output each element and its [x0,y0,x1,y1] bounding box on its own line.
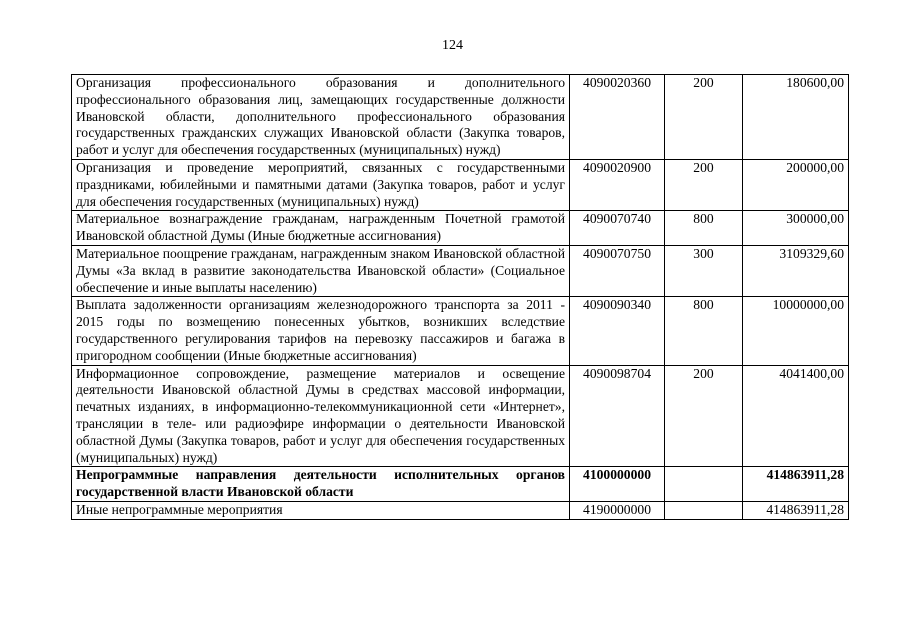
row-code: 4090098704 [570,365,665,467]
table-row [72,501,849,519]
row-code: 4090070750 [570,245,665,296]
row-description: Непрограммные направления деятельности исполнительных органов государственной власти Ивановской области [72,467,570,502]
row-expense-type: 200 [665,365,743,467]
row-code: 4090020360 [570,75,665,160]
table-row [72,245,849,296]
row-amount: 300000,00 [743,211,849,246]
row-amount: 3109329,60 [743,245,849,296]
row-expense-type: 200 [665,75,743,160]
table-row [72,365,849,467]
row-expense-type: 800 [665,297,743,365]
page-number: 124 [442,38,463,53]
budget-table [71,74,849,520]
table-row [72,159,849,210]
table-row [72,75,849,160]
row-code: 4090070740 [570,211,665,246]
row-description: Материальное поощрение гражданам, награжденным знаком Ивановской областной Думы «За вклад в развитие законодательства Ивановской области» (Социальное обеспечение и иные выплаты населению) [72,245,570,296]
table-row-section-total [72,467,849,502]
row-expense-type: 300 [665,245,743,296]
row-description: Выплата задолженности организациям железнодорожного транспорта за 2011 - 2015 годы по возмещению понесенных убытков, возникших вследствие государственного регулирования тарифов на перевозку пассажиров и багажа в пригородном сообщении (Иные бюджетные ассигнования) [72,297,570,365]
row-code: 4100000000 [570,467,665,502]
row-description: Организация и проведение мероприятий, связанных с государственными праздниками, юбилейными и памятными датами (Закупка товаров, работ и услуг для обеспечения государственных (муниципальных) нужд) [72,159,570,210]
table-row [72,297,849,365]
row-expense-type [665,467,743,502]
row-expense-type: 200 [665,159,743,210]
row-code: 4090090340 [570,297,665,365]
row-code: 4090020900 [570,159,665,210]
row-expense-type: 800 [665,211,743,246]
row-amount: 180600,00 [743,75,849,160]
row-amount: 4041400,00 [743,365,849,467]
table-row [72,211,849,246]
row-description: Информационное сопровождение, размещение материалов и освещение деятельности Ивановской областной Думы в средствах массовой информации, печатных изданиях, в информационно-телекоммуникационной сети «Интернет», трансляции в теле- или радиоэфире информации о деятельности Ивановской областной Думы (Закупка товаров, работ и услуг для обеспечения государственных (муниципальных) нужд) [72,365,570,467]
row-amount: 414863911,28 [743,467,849,502]
row-description: Материальное вознаграждение гражданам, награжденным Почетной грамотой Ивановской областной Думы (Иные бюджетные ассигнования) [72,211,570,246]
row-amount: 414863911,28 [743,501,849,519]
row-description: Иные непрограммные мероприятия [72,501,570,519]
row-code: 4190000000 [570,501,665,519]
row-amount: 200000,00 [743,159,849,210]
row-expense-type [665,501,743,519]
row-amount: 10000000,00 [743,297,849,365]
row-description: Организация профессионального образования и дополнительного профессионального образования лиц, замещающих государственные должности Ивановской области, дополнительного профессионального образования государственных гражданских служащих Ивановской области (Закупка товаров, работ и услуг для обеспечения государственных (муниципальных) нужд) [72,75,570,160]
